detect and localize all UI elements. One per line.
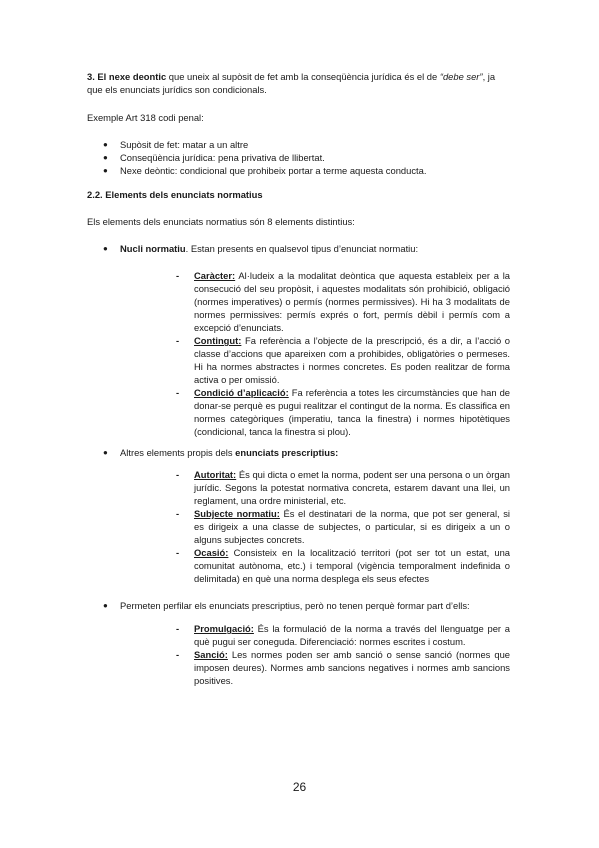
intro-quote: “debe ser” xyxy=(439,71,483,82)
dash-icon: - xyxy=(176,547,180,558)
list-item: ● Nucli normatiu. Estan presents en qualsevol tipus d’enunciat normatiu: xyxy=(103,243,419,254)
list-item: - Subjecte normatiu: És el destinatari de la norma, que pot ser general, si es dirigeix a una classe de subjectes, o particular, si es dirigeix a un o alguns subjectes concrets. xyxy=(176,508,510,545)
bullet-icon: ● xyxy=(103,153,108,162)
list-item: ● Conseqüència jurídica: pena privativa de llibertat. xyxy=(103,152,325,163)
dash-icon: - xyxy=(176,387,180,398)
dash-icon: - xyxy=(176,623,180,634)
intro-lead: 3. El nexe deontic xyxy=(87,71,167,82)
dash-icon: - xyxy=(176,508,180,519)
example-list xyxy=(97,138,510,177)
intro-paragraph xyxy=(87,70,510,96)
dash-icon: - xyxy=(176,335,180,346)
list-item: - Autoritat: És qui dicta o emet la norma, podent ser una persona o un òrgan jurídic. Segons la potestat normativa concreta, estarem davant una llei, un reglament, una ordre ministerial, etc. xyxy=(176,469,510,506)
group3-dash-list xyxy=(174,622,510,687)
list-item: - Condició d’aplicació: Fa referència a totes les circumstàncies que han de donar-se perquè es pugui realitzar el contingut de la norma. Es classifica en normes categòriques (imperatiu, tanca la finestra) i normes hipotètiques (condicional, tanca la finestra si plou). xyxy=(176,387,511,437)
group3-bullet xyxy=(97,599,510,612)
list-item: - Sanció: Les normes poden ser amb sanció o sense sanció (normes que imposen deures). Normes amb sancions negatives i normes amb sancions positives. xyxy=(176,649,510,686)
list-item: - Promulgació: És la formulació de la norma a través del llenguatge per a què pugui ser coneguda. Diferenciació: normes escrites i costum. xyxy=(176,623,510,647)
list-item: - Caràcter: Al·ludeix a la modalitat deòntica que aquesta estableix per a la consecució del seu propòsit, i aquestes modalitats són prohibició, obligació (normes imperatives) o permís (normes permissives). Hi ha 3 modalitats de normes permissives: permís exprés o fort, permís dèbil i permís com a excepció d’enunciats. xyxy=(176,270,510,333)
list-item: ● Permeten perfilar els enunciats prescriptius, però no tenen perquè formar part d’ells: xyxy=(103,600,470,611)
list-item: - Ocasió: Consisteix en la localització territori (pot ser tot un estat, una comunitat autònoma, etc.) i temporal (vigència temporalment indefinida o delimitada) en què una norma desplega els seus efectes xyxy=(176,547,510,584)
example-title: Exemple Art 318 codi penal: xyxy=(87,112,204,123)
dash-icon: - xyxy=(176,469,180,480)
bullet-icon: ● xyxy=(103,244,108,253)
group2-bullet xyxy=(97,446,510,459)
bullet-icon: ● xyxy=(103,448,108,457)
list-item: ● Altres elements propis dels enunciats prescriptius: xyxy=(103,447,339,458)
bullet-icon: ● xyxy=(103,140,108,149)
section-heading: 2.2. Elements dels enunciats normatius xyxy=(87,189,263,200)
dash-icon: - xyxy=(176,649,180,660)
group2-dash-list xyxy=(174,468,510,585)
bullet-icon: ● xyxy=(103,601,108,610)
dash-icon: - xyxy=(176,270,180,281)
list-item: ● Supòsit de fet: matar a un altre xyxy=(103,139,249,150)
intro-text-b: , ja que els enunciats jurídics son condicionals. xyxy=(87,71,496,95)
group1-dash-list xyxy=(174,269,510,438)
bullet-icon: ● xyxy=(103,166,108,175)
list-item: - Contingut: Fa referència a l’objecte de la prescripció, és a dir, a l’acció o classe d’accions que apareixen com a prohibides, obligatòries o permeses. Hi ha normes abstractes i normes concretes. Es poden realitzar de forma activa o per omissió. xyxy=(176,335,510,385)
group1-bullet xyxy=(97,242,510,255)
list-item: ● Nexe deòntic: condicional que prohibeix portar a terme aquesta conducta. xyxy=(103,165,427,176)
page-number: 26 xyxy=(292,780,307,794)
section-intro: Els elements dels enunciats normatius són 8 elements distintius: xyxy=(87,216,355,227)
intro-text-a: que uneix al supòsit de fet amb la conseqüència jurídica és el de xyxy=(166,71,440,82)
